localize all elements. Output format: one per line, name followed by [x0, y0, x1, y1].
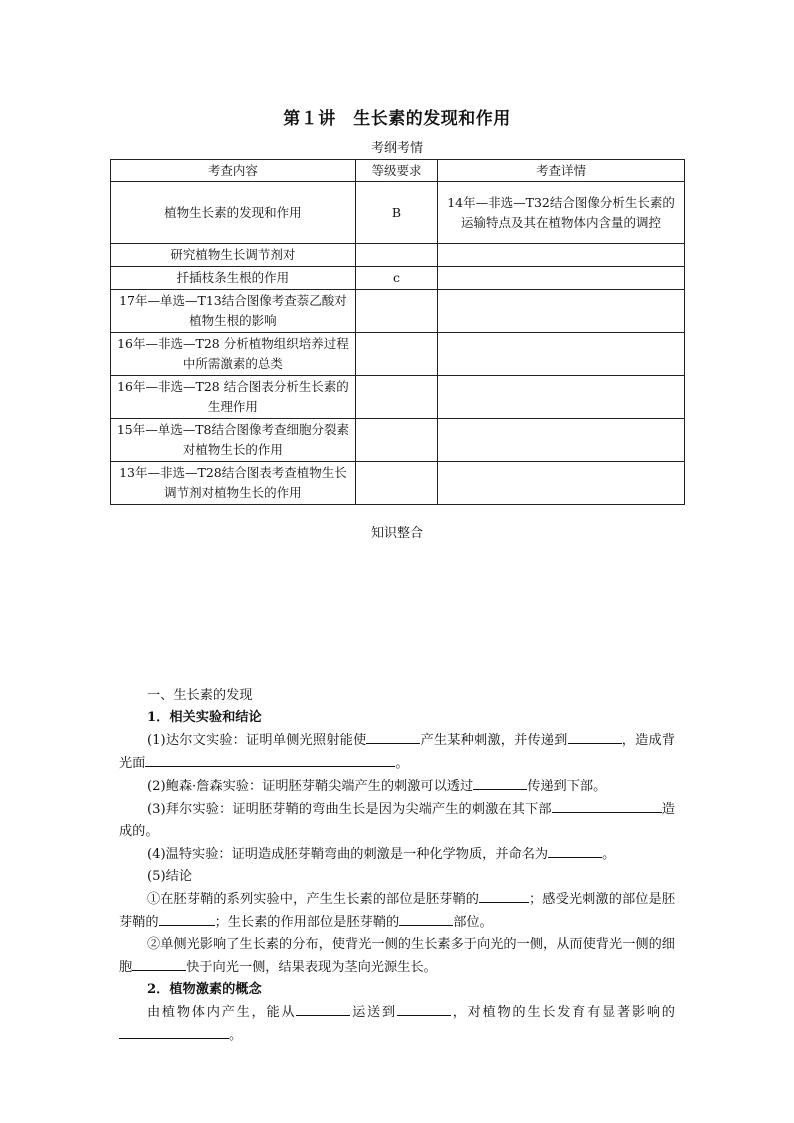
table-header-row	[111, 160, 685, 182]
answer-blank[interactable]	[145, 752, 395, 767]
darwin-experiment: (1)达尔文实验：证明单侧光照射能使 产生某种刺激，并传递到 ，造成背光面 。	[119, 729, 675, 775]
table-row	[111, 244, 685, 267]
table-cell: 16年—非选—T28 结合图表分析生长素的生理作用	[111, 376, 356, 419]
exam-requirements-table	[110, 159, 685, 505]
section-title: 知识整合	[370, 526, 423, 541]
table-row	[111, 290, 685, 333]
boysen-jensen-experiment: (2)鲍森·詹森实验：证明胚芽鞘尖端产生的刺激可以透过 传递到下部。	[119, 775, 675, 798]
table-cell	[438, 267, 685, 290]
paal-experiment: (3)拜尔实验：证明胚芽鞘的弯曲生长是因为尖端产生的刺激在其下部 造成的。	[119, 798, 675, 843]
table-cell	[355, 376, 437, 419]
table-cell	[438, 419, 685, 462]
page-title: 第１讲 生长素的发现和作用	[283, 109, 511, 129]
heading-discovery: 一、生长素的发现	[147, 688, 253, 703]
table-cell: B	[355, 182, 437, 244]
answer-blank[interactable]	[296, 1001, 350, 1016]
table-cell	[355, 462, 437, 505]
table-cell	[438, 244, 685, 267]
answer-blank[interactable]	[366, 729, 420, 744]
table-row	[111, 267, 685, 290]
table-cell	[438, 376, 685, 419]
table-cell: 15年—单选—T8结合图像考查细胞分裂素对植物生长的作用	[111, 419, 356, 462]
table-cell: 14年—非选—T32结合图像分析生长素的运输特点及其在植物体内含量的调控	[438, 182, 685, 244]
table-cell: 16年—非选—T28 分析植物组织培养过程中所需激素的总类	[111, 333, 356, 376]
table-cell	[355, 333, 437, 376]
table-row	[111, 333, 685, 376]
table-row	[111, 462, 685, 505]
table-row	[111, 419, 685, 462]
table-cell	[355, 244, 437, 267]
answer-blank[interactable]	[473, 775, 527, 790]
table-cell	[355, 290, 437, 333]
knowledge-content	[119, 685, 675, 1047]
table-cell: 植物生长素的发现和作用	[111, 182, 356, 244]
header-details: 考查详情	[438, 160, 685, 182]
hormone-definition: 由植物体内产生，能从 运送到 ，对植物的生长发育有显著影响的。	[119, 1001, 675, 1047]
header-content: 考查内容	[111, 160, 356, 182]
subheading-experiments: 1．相关实验和结论	[147, 710, 262, 725]
table-row	[111, 182, 685, 244]
answer-blank[interactable]	[479, 888, 529, 903]
table-cell: 扦插枝条生根的作用	[111, 267, 356, 290]
conclusion-1: ①在胚芽鞘的系列实验中，产生生长素的部位是胚芽鞘的 ；感受光刺激的部位是胚芽鞘的 ；生长素的作用部位是胚芽鞘的 部位。	[119, 888, 675, 934]
answer-blank[interactable]	[132, 956, 186, 971]
answer-blank[interactable]	[548, 843, 602, 858]
answer-blank[interactable]	[397, 1001, 451, 1016]
table-row	[111, 376, 685, 419]
answer-blank[interactable]	[552, 798, 662, 813]
header-level: 等级要求	[355, 160, 437, 182]
table-cell: 13年—非选—T28结合图表考查植物生长调节剂对植物生长的作用	[111, 462, 356, 505]
answer-blank[interactable]	[159, 911, 215, 926]
table-cell: 研究植物生长调节剂对	[111, 244, 356, 267]
table-cell	[355, 419, 437, 462]
table-caption: 考纲考情	[370, 141, 423, 156]
went-experiment: (4)温特实验：证明造成胚芽鞘弯曲的刺激是一种化学物质，并命名为 。	[119, 843, 675, 866]
table-cell	[438, 290, 685, 333]
conclusion-heading: (5)结论	[147, 869, 193, 884]
answer-blank[interactable]	[399, 911, 453, 926]
table-cell	[438, 462, 685, 505]
table-cell: c	[355, 267, 437, 290]
table-cell	[438, 333, 685, 376]
table-cell: 17年—单选—T13结合图像考查萘乙酸对植物生根的影响	[111, 290, 356, 333]
answer-blank[interactable]	[568, 729, 622, 744]
answer-blank[interactable]	[119, 1024, 229, 1039]
conclusion-2: ②单侧光影响了生长素的分布，使背光一侧的生长素多于向光的一侧，从而使背光一侧的细胞 快于向光一侧，结果表现为茎向光源生长。	[119, 937, 675, 975]
subheading-hormone-concept: 2．植物激素的概念	[147, 982, 262, 997]
